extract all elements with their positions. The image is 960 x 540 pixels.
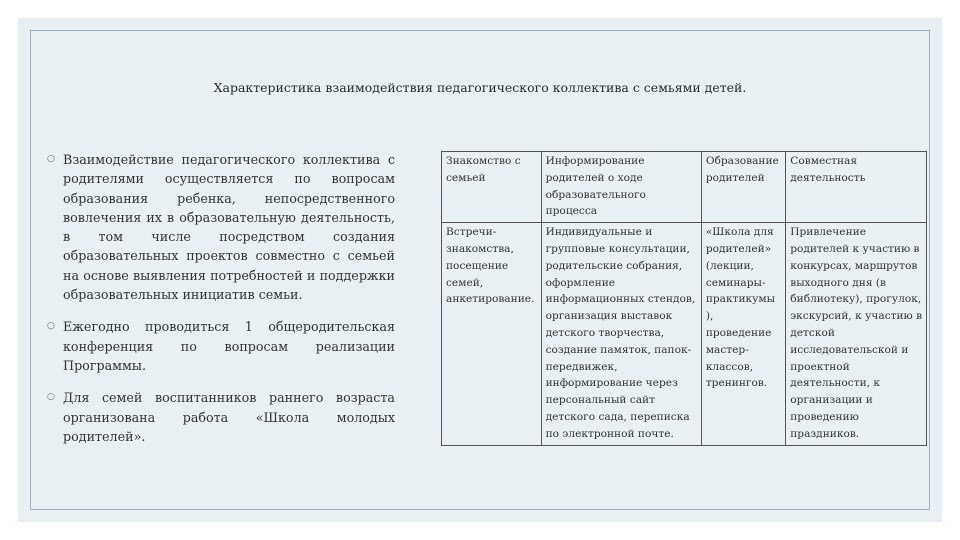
table-row bbox=[442, 223, 927, 445]
bullet-text: Для семей воспитанников раннего возраста организована работа «Школа молодых родителей». bbox=[63, 390, 395, 444]
bullet-circle-icon: ○ bbox=[47, 154, 55, 164]
bullet-circle-icon: ○ bbox=[47, 321, 55, 332]
bullet-circle-icon: ○ bbox=[47, 392, 55, 403]
bullet-item bbox=[47, 388, 395, 446]
table-cell: Информирование родителей о ходе образовательного процесса bbox=[541, 152, 701, 223]
bullet-item bbox=[47, 150, 395, 304]
bullet-text: Ежегодно проводиться 1 общеродительская конференция по вопросам реализации Программы. bbox=[63, 319, 395, 373]
table-cell: «Школа для родителей» (лекции, семинары-практикумы ), проведение мастер-классов, тренингов. bbox=[701, 223, 785, 445]
table-cell: Привлечение родителей к участию в конкурсах, маршрутов выходного дня (в библиотеку), прогулок, экскурсий, к участию в детской исследовательской и проектной деятельности, к организации и проведению праздников. bbox=[786, 223, 927, 445]
slide-frame bbox=[30, 30, 930, 510]
table-cell: Совместная деятельность bbox=[786, 152, 927, 223]
bullet-text: Взаимодействие педагогического коллектива с родителями осуществляется по вопросам образования ребенка, непосредственного вовлечения их в образовательную деятельность, в том числе посредством создания образовательных проектов совместно с семьей на основе выявления потребностей и поддержки образовательных инициатив семьи. bbox=[63, 152, 395, 303]
table-cell: Встречи-знакомства, посещение семей, анкетирование. bbox=[442, 223, 542, 445]
bullet-list bbox=[47, 150, 395, 459]
table-cell: Индивидуальные и групповые консультации, родительские собрания, оформление информационных стендов, организация выставок детского творчества, создание памяток, папок-передвижек, информирование через персональный сайт детского сада, переписка по электронной почте. bbox=[541, 223, 701, 445]
table-cell: Образование родителей bbox=[701, 152, 785, 223]
slide bbox=[18, 18, 942, 522]
interaction-table bbox=[441, 151, 927, 446]
bullet-item bbox=[47, 317, 395, 375]
table-header-row bbox=[442, 152, 927, 223]
slide-title: Характеристика взаимодействия педагогического коллектива с семьями детей. bbox=[213, 80, 747, 95]
table-cell: Знакомство с семьей bbox=[442, 152, 542, 223]
